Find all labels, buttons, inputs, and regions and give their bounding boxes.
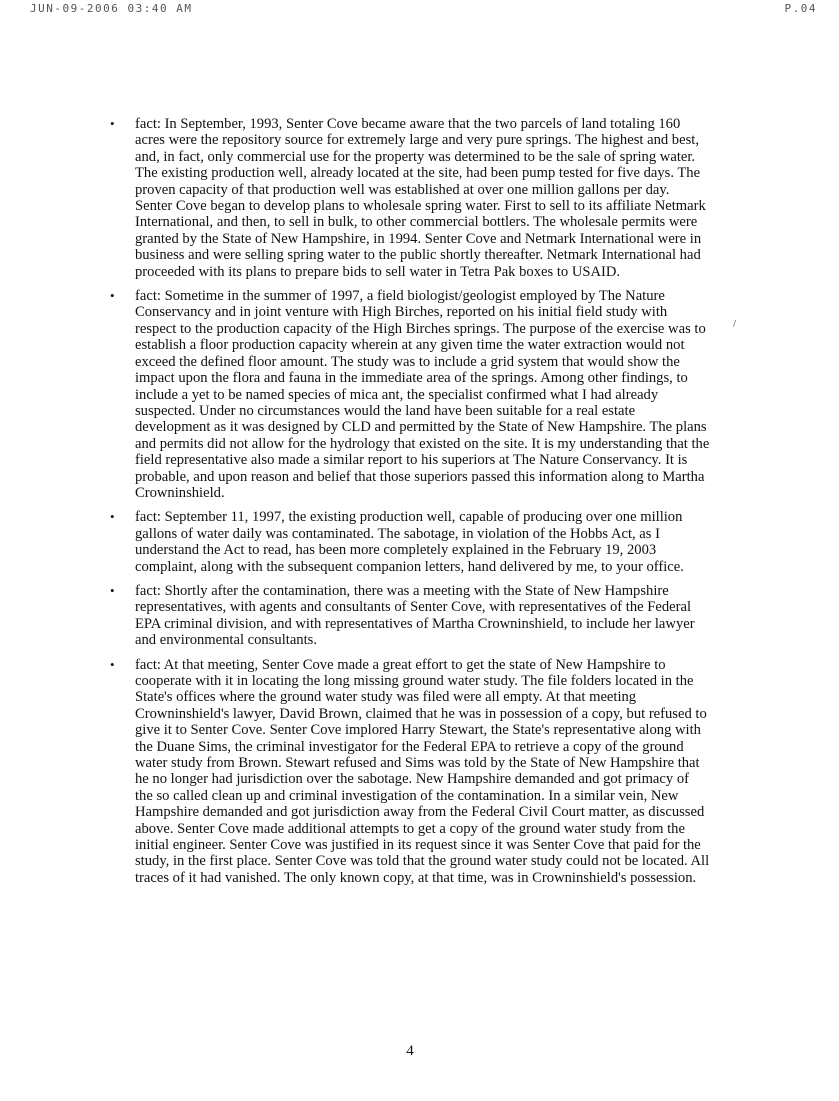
fact-text: fact: In September, 1993, Senter Cove became aware that the two parcels of land totaling 160 acres were the repository source for extremely large and very pure springs. The highest and best, and, in fact, only commercial use for the property was determined to be the sale of spring water. The existing production well, already located at the site, had been pump tested for five days. The proven capacity of that production well was established at over one million gallons per day. Senter Cove began to develop plans to wholesale spring water. First to sell to its affiliate Netmark International, and then, to sell in bulk, to other commercial bottlers. The wholesale permits were granted by the State of New Hampshire, in 1994. Senter Cove and Netmark International were in business and were selling spring water to the public shortly thereafter. Netmark International had proceeded with its plans to prepare bids to sell water in Tetra Pak boxes to USAID.: [135, 116, 706, 280]
fact-text: fact: Sometime in the summer of 1997, a field biologist/geologist employed by The Nature Conservancy and in joint venture with High Birches, reported on his initial field study with respect to the production capacity of the High Birches springs. The purpose of the exercise was to establish a floor production capacity wherein at any given time the water extraction would not exceed the defined floor amount. The study was to include a grid system that would show the impact upon the flora and fauna in the immediate area of the springs. Among other findings, to include a yet to be named species of mica ant, the specialist confirmed what I had already suspected. Under no circumstances would the land have been suitable for a real estate development as it was designed by CLD and permitted by the State of New Hampshire. The plans and permits did not allow for the hydrology that existed on the site. It is my understanding that the field representative also made a similar report to his superiors at The Nature Conservancy. It is probable, and upon reason and belief that those superiors passed this information along to Martha Crowninshield.: [135, 288, 710, 501]
bullet-icon: •: [110, 116, 115, 131]
fax-timestamp: JUN-09-2006 03:40 AM: [30, 2, 193, 15]
fact-item-5: [110, 657, 710, 887]
fact-text: fact: Shortly after the contamination, there was a meeting with the State of New Hampshire representatives, with agents and consultants of Senter Cove, with representatives of the Federal EPA criminal division, and with representatives of Martha Crowninshield, to include her lawyer and environmental consultants.: [135, 582, 695, 649]
fact-text: fact: At that meeting, Senter Cove made a great effort to get the state of New Hampshire to cooperate with it in locating the long missing ground water study. The file folders located in the State's offices where the ground water study was filed were all empty. At that meeting Crowninshield's lawyer, David Brown, claimed that he was in possession of a copy, but refused to give it to Senter Cove. Senter Cove implored Harry Stewart, the State's representative along with the Duane Sims, the criminal investigator for the Federal EPA to retrieve a copy of the ground water study from Brown. Stewart refused and Sims was told by the State of New Hampshire that he no longer had jurisdiction over the sabotage. New Hampshire demanded and got primacy of the so called clean up and criminal investigation of the contamination. In a similar vein, New Hampshire demanded and got jurisdiction away from the Federal Civil Court matter, as discussed above. Senter Cove made additional attempts to get a copy of the ground water study from the initial engineer. Senter Cove was justified in its request since it was Senter Cove that paid for the study, in the first place. Senter Cove was told that the ground water study could not be located. All traces of it had vanished. The only known copy, at that time, was in Crowninshield's possession.: [135, 656, 710, 886]
facts-list: [110, 116, 710, 886]
margin-mark: /: [733, 318, 737, 330]
bullet-icon: •: [110, 656, 115, 672]
fax-header: [30, 2, 817, 18]
page-number: 4: [406, 1043, 414, 1059]
bullet-icon: •: [110, 509, 115, 525]
fact-item-1: [110, 116, 710, 280]
bullet-icon: •: [110, 288, 115, 304]
fact-item-4: [110, 583, 710, 649]
document-body: [110, 116, 710, 894]
fax-page-label: P.04: [784, 2, 817, 15]
fact-text: fact: September 11, 1997, the existing production well, capable of producing over one million gallons of water daily was contaminated. The sabotage, in violation of the Hobbs Act, as I understand the Act to read, has been more completely explained in the February 19, 2003 complaint, along with the subsequent companion letters, hand delivered by me, to your office.: [135, 509, 684, 575]
bullet-icon: •: [110, 582, 115, 598]
fact-item-2: [110, 288, 710, 501]
fact-item-3: [110, 509, 710, 575]
